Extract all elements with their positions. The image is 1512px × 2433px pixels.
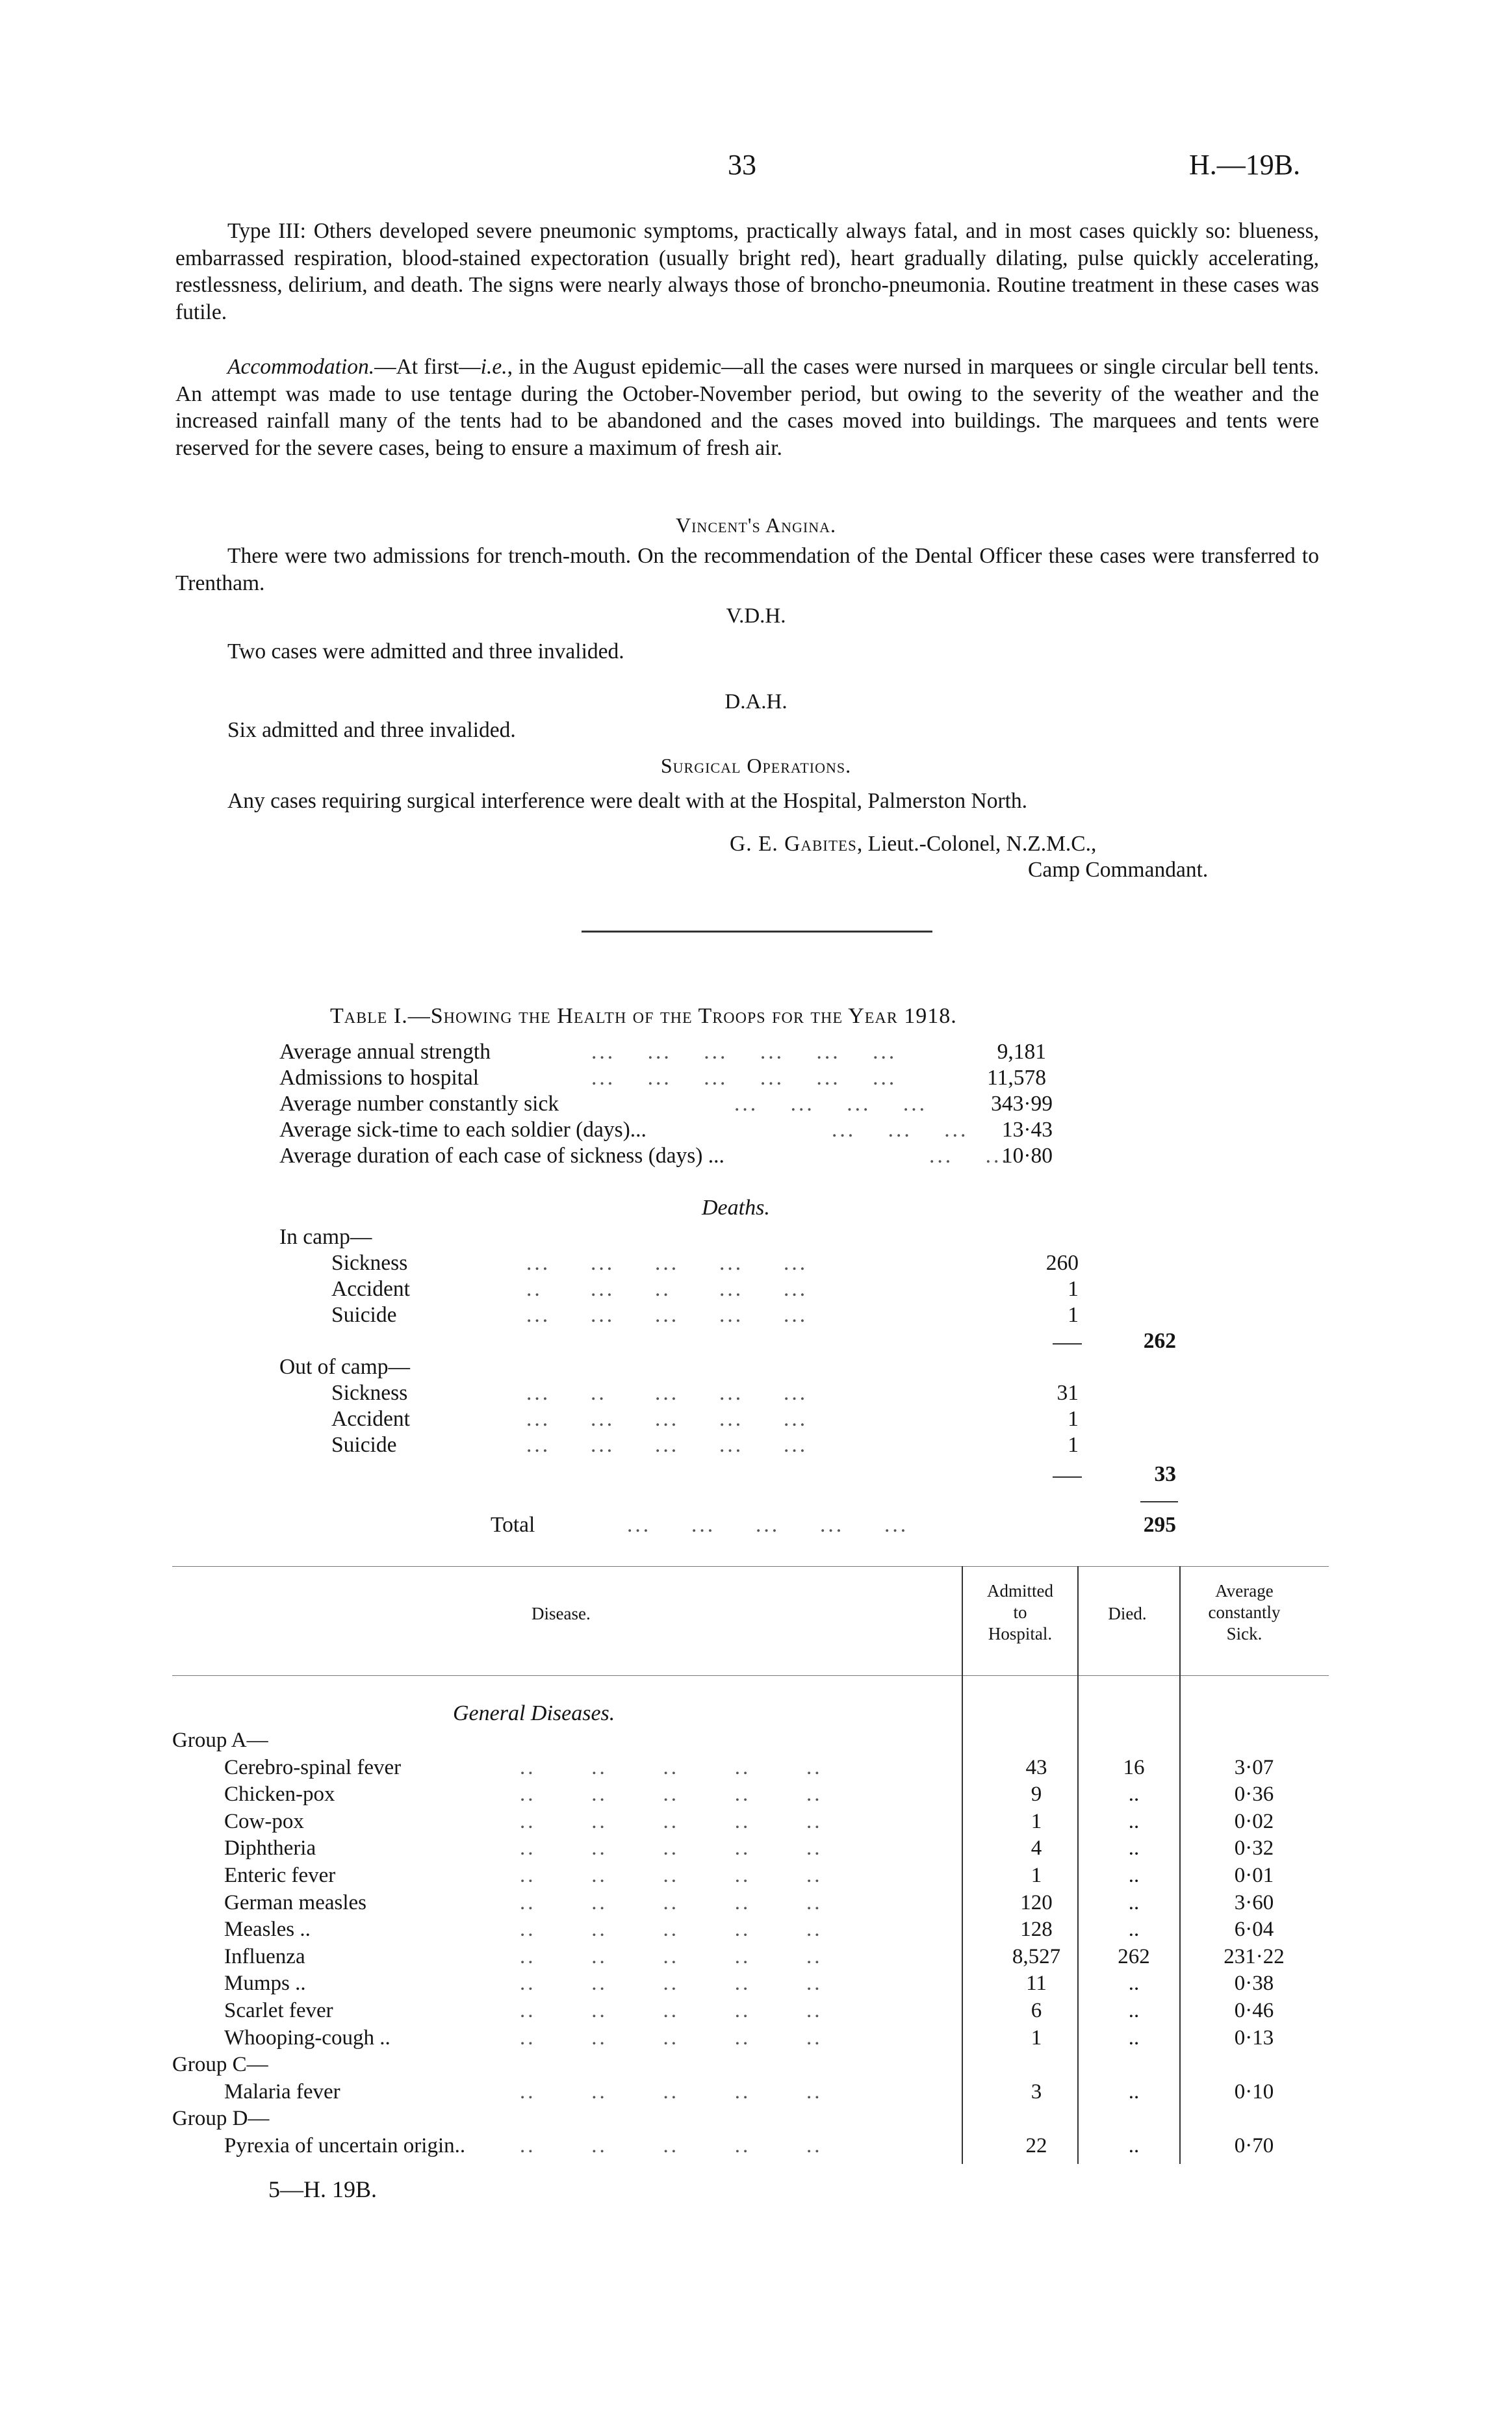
accommodation-paragraph: [175, 354, 1319, 461]
total-value: 295: [1143, 1513, 1176, 1537]
table-row: [0, 2026, 1512, 2053]
died-value: 262: [1118, 1944, 1150, 1968]
died-column-header: Died.: [1108, 1604, 1147, 1623]
admitted-value: 8,527: [1012, 1944, 1061, 1968]
summary-row: [279, 1040, 1235, 1066]
group-label: Group D—: [172, 2107, 270, 2131]
out-camp-sickness-value: 31: [1057, 1381, 1079, 1405]
died-value: ..: [1128, 1809, 1140, 1833]
admitted-value: 1: [1031, 1864, 1042, 1887]
leader-dots: .. .. .. .. ..: [520, 2026, 823, 2050]
leader-dots: ... ... ... ... ...: [627, 1513, 909, 1537]
disease-name: Mumps ..: [224, 1972, 306, 1996]
summary-value: 11,578: [987, 1066, 1046, 1090]
deaths-heading: Deaths.: [702, 1196, 770, 1220]
group-label: Group C—: [172, 2053, 268, 2077]
admitted-header-line: Hospital.: [988, 1624, 1053, 1643]
table-row: [0, 2080, 1512, 2107]
died-value: ..: [1128, 1999, 1140, 2022]
died-value: ..: [1128, 1783, 1140, 1807]
in-camp-sickness-label: Sickness: [331, 1251, 408, 1275]
in-camp-subtotal: 262: [1143, 1329, 1176, 1353]
died-value: ..: [1128, 2079, 1140, 2104]
disease-name: Cerebro-spinal fever: [224, 1755, 402, 1779]
died-value: ..: [1128, 2026, 1140, 2050]
average-sick-value: 0·38: [1234, 1972, 1274, 1996]
table-row: [0, 1999, 1512, 2026]
average-sick-value: 0·02: [1234, 1809, 1274, 1833]
in-camp-accident-label: Accident: [331, 1277, 410, 1301]
disease-name: German measles: [224, 1890, 366, 1914]
group-label: Group A—: [172, 1729, 268, 1752]
out-camp-sickness-label: Sickness: [331, 1381, 408, 1405]
vincents-text: There were two admissions for trench-mouth. On the recommendation of the Dental Officer these cases were transferred to Trentham.: [175, 544, 1319, 595]
summary-value: 10·80: [1001, 1144, 1053, 1168]
admitted-value: 43: [1025, 1755, 1047, 1779]
disease-name: Pyrexia of uncertain origin..: [224, 2134, 466, 2157]
disease-name: Scarlet fever: [224, 1999, 333, 2022]
average-sick-value: 0·36: [1234, 1783, 1274, 1807]
leader-dots: .. .. .. .. ..: [520, 1755, 823, 1779]
signature-title: Camp Commandant.: [1028, 858, 1209, 882]
table-row: [0, 1864, 1512, 1891]
in-camp-sickness-value: 260: [1045, 1251, 1079, 1275]
died-value: ..: [1128, 1864, 1140, 1887]
document-reference: H.—19B.: [1189, 149, 1301, 181]
accommodation-lead: Accommodation.: [227, 355, 375, 379]
disease-header-rule: [172, 1675, 1329, 1676]
table-row: [0, 1783, 1512, 1810]
type-three-text: Others developed severe pneumonic symptoms, practically always fatal, and in most cases quickly so: blueness, embarrassed respiration, blood-stained expectoration (usually bright red), heart gradually dilating, pulse quickly accelerating, restlessness, delirium, and death. The signs were nearly always those of broncho-pneumonia. Routine treatment in these cases was futile.: [175, 219, 1319, 324]
leader-dots: .. .. .. .. ..: [520, 1918, 823, 1942]
summary-label: Average annual strength: [279, 1040, 491, 1064]
page-number: 33: [728, 149, 756, 181]
in-camp-suicide-label: Suicide: [331, 1303, 397, 1327]
in-camp-subtotal-rule: [1053, 1343, 1082, 1345]
died-value: ..: [1128, 1918, 1140, 1942]
average-header-line: constantly: [1208, 1603, 1281, 1622]
type-three-paragraph: [175, 218, 1319, 326]
summary-label: Average sick-time to each soldier (days)...: [279, 1118, 647, 1142]
disease-name: Chicken-pox: [224, 1783, 335, 1807]
admitted-header-line: Admitted: [987, 1581, 1053, 1601]
average-sick-value: 3·60: [1234, 1890, 1274, 1914]
leader-dots: .. ... .. ... ...: [526, 1277, 808, 1301]
disease-name: Cow-pox: [224, 1809, 304, 1833]
footer-signature-mark: 5—H. 19B.: [268, 2176, 378, 2202]
out-camp-suicide-label: Suicide: [331, 1433, 397, 1457]
out-camp-suicide-value: 1: [1068, 1433, 1079, 1457]
in-camp-suicide-value: 1: [1068, 1303, 1079, 1327]
average-sick-value: 0·46: [1234, 1999, 1274, 2022]
admitted-value: 22: [1025, 2134, 1047, 2157]
died-value: 16: [1123, 1755, 1145, 1779]
table-row: [0, 1891, 1512, 1918]
admitted-value: 11: [1026, 1972, 1047, 1996]
summary-row: [279, 1092, 1235, 1118]
disease-name: Measles ..: [224, 1918, 311, 1942]
admitted-value: 3: [1031, 2079, 1042, 2104]
disease-name: Enteric fever: [224, 1864, 336, 1887]
average-column-header: [1179, 1580, 1309, 1645]
leader-dots: ... .. ... ... ...: [526, 1381, 808, 1405]
admitted-value: 1: [1031, 2026, 1042, 2050]
summary-label: Average number constantly sick: [279, 1092, 559, 1116]
average-sick-value: 6·04: [1234, 1918, 1274, 1942]
signature-line: [730, 830, 1096, 858]
table-row: [0, 1972, 1512, 1999]
summary-value: 9,181: [997, 1040, 1046, 1064]
section-heading: General Diseases.: [453, 1701, 615, 1725]
surgical-heading: Surgical Operations.: [660, 754, 852, 777]
leader-dots: .. .. .. .. ..: [520, 2134, 823, 2157]
table-one-title: Table I.—Showing the Health of the Troops for the Year 1918.: [330, 1004, 957, 1028]
vdh-text: Two cases were admitted and three invalided.: [227, 639, 624, 663]
leader-dots: ... ... ... ... ...: [526, 1433, 808, 1457]
average-sick-value: 231·22: [1224, 1944, 1285, 1968]
leader-dots: .. .. .. .. ..: [520, 1809, 823, 1833]
leader-dots: ... ... ... ... ...: [526, 1303, 808, 1327]
leader-dots: .. .. .. .. ..: [520, 2079, 823, 2104]
in-camp-accident-value: 1: [1068, 1277, 1079, 1301]
table-row: [0, 1756, 1512, 1783]
average-sick-value: 0·01: [1234, 1864, 1274, 1887]
average-sick-value: 0·10: [1234, 2079, 1274, 2104]
average-sick-value: 3·07: [1234, 1755, 1274, 1779]
leader-dots: .. .. .. .. ..: [520, 1890, 823, 1914]
in-camp-label: In camp—: [279, 1225, 372, 1249]
total-rule: [1140, 1501, 1178, 1502]
leader-dots: ... ...: [929, 1144, 1010, 1168]
died-value: ..: [1128, 1972, 1140, 1996]
admitted-value: 9: [1031, 1783, 1042, 1807]
out-camp-subtotal: 33: [1154, 1462, 1176, 1486]
out-camp-accident-value: 1: [1068, 1407, 1079, 1431]
out-camp-accident-label: Accident: [331, 1407, 410, 1431]
leader-dots: ... ... ... ...: [734, 1092, 927, 1116]
average-header-line: Sick.: [1226, 1624, 1262, 1643]
admitted-value: 4: [1031, 1836, 1042, 1860]
admitted-value: 6: [1031, 1999, 1042, 2022]
average-sick-value: 0·70: [1234, 2134, 1274, 2157]
total-label: Total: [491, 1513, 535, 1537]
admitted-value: 1: [1031, 1809, 1042, 1833]
table-row: [0, 1836, 1512, 1864]
table-row: [0, 1810, 1512, 1837]
section-divider: [582, 931, 932, 933]
out-camp-label: Out of camp—: [279, 1355, 410, 1379]
table-row: [0, 1918, 1512, 1945]
summary-label: Average duration of each case of sickness (days) ...: [279, 1144, 724, 1168]
disease-name: Whooping-cough ..: [224, 2026, 391, 2050]
admitted-value: 120: [1020, 1890, 1053, 1914]
leader-dots: ... ... ... ... ... ...: [591, 1040, 897, 1064]
leader-dots: ... ... ...: [832, 1118, 969, 1142]
disease-table-top-rule: [172, 1566, 1329, 1567]
dah-text: Six admitted and three invalided.: [227, 718, 516, 742]
leader-dots: ... ... ... ... ...: [526, 1251, 808, 1275]
disease-name: Influenza: [224, 1944, 305, 1968]
average-sick-value: 0·13: [1234, 2026, 1274, 2050]
leader-dots: .. .. .. .. ..: [520, 1944, 823, 1968]
summary-row: [279, 1144, 1235, 1170]
accommodation-ie: i.e.: [480, 355, 507, 379]
died-value: ..: [1128, 2134, 1140, 2157]
accommodation-text: , in the August epidemic—all the cases were nursed in marquees or single circular bell tents. An attempt was made to use tentage during the October-November period, but owing to the severity of the weather and the increased rainfall many of the tents had to be abandoned and the cases moved into buildings. The marquees and tents were reserved for the severe cases, being to ensure a maximum of fresh air.: [175, 355, 1319, 460]
died-value: ..: [1128, 1836, 1140, 1860]
died-value: ..: [1128, 1890, 1140, 1914]
out-camp-subtotal-rule: [1053, 1476, 1082, 1478]
average-sick-value: 0·32: [1234, 1836, 1274, 1860]
summary-row: [279, 1066, 1235, 1092]
leader-dots: .. .. .. .. ..: [520, 1783, 823, 1807]
disease-name: Diphtheria: [224, 1836, 316, 1860]
summary-label: Admissions to hospital: [279, 1066, 480, 1090]
signature-rank: , Lieut.-Colonel, N.Z.M.C.,: [856, 832, 1097, 856]
accommodation-dash: —At first—: [374, 355, 481, 379]
surgical-text: Any cases requiring surgical interference were dealt with at the Hospital, Palmerston North.: [227, 789, 1028, 813]
vdh-heading: V.D.H.: [726, 604, 786, 628]
disease-name: Malaria fever: [224, 2079, 340, 2104]
table-row: [0, 1945, 1512, 1972]
dah-heading: D.A.H.: [724, 690, 788, 714]
summary-row: [279, 1118, 1235, 1144]
table-row: [0, 2134, 1512, 2161]
average-header-line: Average: [1215, 1581, 1274, 1601]
leader-dots: .. .. .. .. ..: [520, 1999, 823, 2022]
leader-dots: ... ... ... ... ...: [526, 1407, 808, 1431]
admitted-value: 128: [1020, 1918, 1053, 1942]
summary-value: 343·99: [991, 1092, 1053, 1116]
leader-dots: .. .. .. .. ..: [520, 1836, 823, 1860]
type-three-lead: Type III:: [227, 219, 306, 243]
signature-name: G. E. Gabites: [730, 832, 857, 856]
summary-value: 13·43: [1001, 1118, 1053, 1142]
vincents-heading: Vincent's Angina.: [676, 513, 836, 537]
leader-dots: .. .. .. .. ..: [520, 1972, 823, 1996]
admitted-column-header: [962, 1580, 1079, 1645]
leader-dots: ... ... ... ... ... ...: [591, 1066, 897, 1090]
vincents-paragraph: [175, 543, 1319, 597]
admitted-header-line: to: [1013, 1603, 1027, 1622]
leader-dots: .. .. .. .. ..: [520, 1864, 823, 1887]
disease-column-header: Disease.: [532, 1604, 591, 1623]
